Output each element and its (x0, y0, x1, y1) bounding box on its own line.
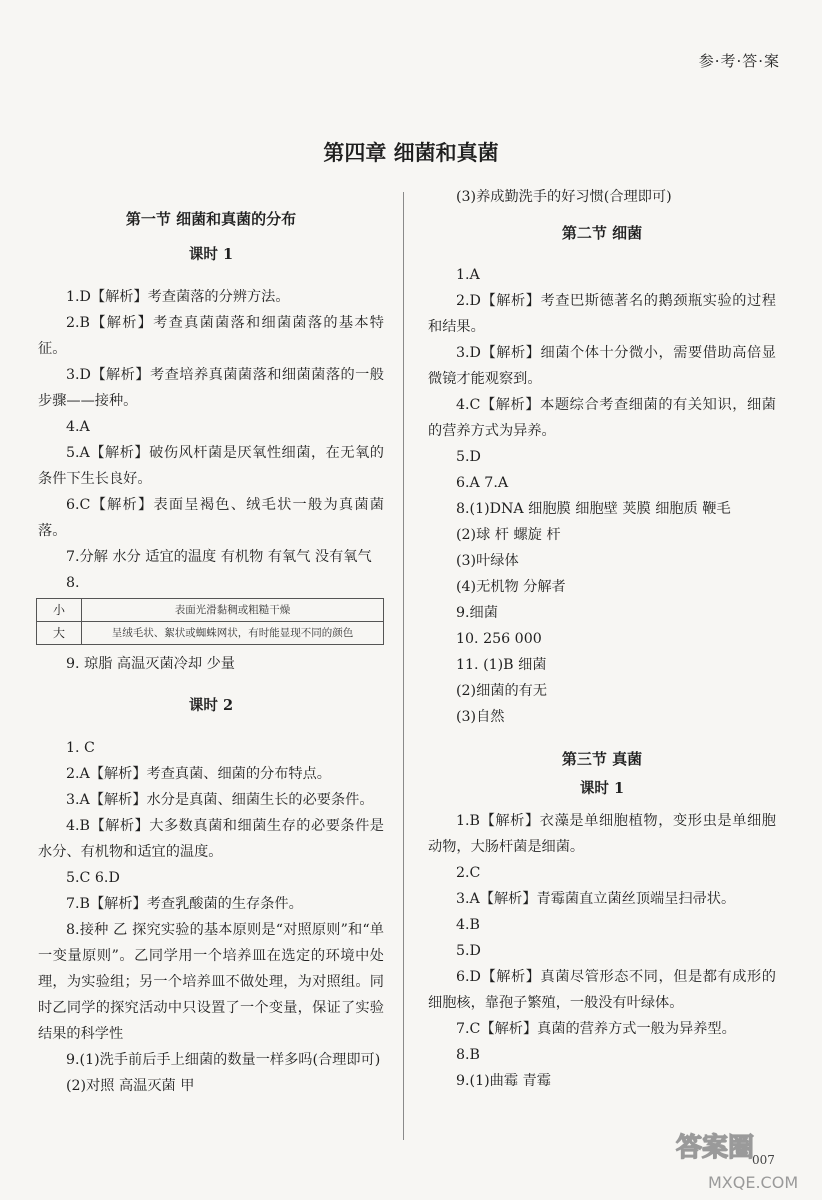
section-title-distribution: 第一节 细菌和真菌的分布 (125, 210, 297, 228)
answer-item: 5.C 6.D (66, 870, 120, 886)
answer-item: 8. (66, 575, 80, 591)
answer-item: 6.A 7.A (456, 475, 509, 491)
answer-item: 9. 琼脂 高温灭菌冷却 少量 (66, 656, 235, 672)
svg-text:答案圈: 答案圈 (676, 1133, 755, 1163)
lesson-title-1: 课时 1 (188, 246, 234, 263)
answer-item: 1.B【解析】衣藻是单细胞植物，变形虫是单细胞动物，大肠杆菌是细菌。 (428, 813, 776, 855)
answer-item: 9.(1)洗手前后手上细菌的数量一样多吗(合理即可) (66, 1052, 381, 1068)
answer-item: 8.B (456, 1047, 480, 1063)
answer-item: (2)对照 高温灭菌 甲 (66, 1078, 195, 1094)
answer-item: 8.接种 乙 探究实验的基本原则是“对照原则”和“单一变量原则”。乙同学用一个培养皿在选定的环境中处理，为实验组；另一个培养皿不做处理，为对照组。同时乙同学的探究活动中只设置了一个变量，保证了实验结果的科学性 (38, 922, 384, 1042)
answer-item: 7.分解 水分 适宜的温度 有机物 有氧气 没有氧气 (66, 549, 372, 565)
right-column (428, 184, 776, 1094)
answer-item: 2.A【解析】考查真菌、细菌的分布特点。 (66, 766, 331, 782)
answer-item: 2.D【解析】考查巴斯德著名的鹅颈瓶实验的过程和结果。 (428, 293, 776, 335)
answer-item: 8.(1)DNA 细胞膜 细胞壁 荚膜 细胞质 鞭毛 (456, 501, 731, 517)
answer-item: (3)叶绿体 (456, 553, 519, 569)
section-title-fungi: 第三节 真菌 (561, 750, 643, 768)
lesson-title-1: 课时 1 (579, 780, 625, 797)
answer-item: 9.(1)曲霉 青霉 (456, 1073, 551, 1089)
answer-item: 4.B【解析】大多数真菌和细菌生存的必要条件是水分、有机物和适宜的温度。 (38, 818, 384, 860)
header-label: 参·考·答·案 (698, 52, 780, 70)
answer-item: (4)无机物 分解者 (456, 579, 566, 595)
section-title-bacteria: 第二节 细菌 (561, 224, 643, 242)
table-key-small: 小 (37, 599, 82, 622)
answer-item: 7.B【解析】考查乳酸菌的生存条件。 (66, 896, 303, 912)
table-value: 表面光滑黏稠或粗糙干燥 (82, 599, 384, 622)
answer-item: 5.A【解析】破伤风杆菌是厌氧性细菌，在无氧的条件下生长良好。 (38, 445, 384, 487)
answer-item: 1. C (66, 740, 95, 756)
answer-item: (2)细菌的有无 (456, 683, 548, 699)
answer-item: 7.C【解析】真菌的营养方式一般为异养型。 (456, 1021, 736, 1037)
answer-item: (3)养成勤洗手的好习惯(合理即可) (456, 189, 672, 205)
watermark-logo (668, 1126, 818, 1196)
page-number: 007 (752, 1153, 775, 1167)
watermark-text: MXQE.COM (708, 1173, 799, 1192)
answer-item: 3.A【解析】青霉菌直立菌丝顶端呈扫帚状。 (456, 891, 736, 907)
answer-item: 3.D【解析】考查培养真菌菌落和细菌菌落的一般步骤——接种。 (38, 367, 384, 409)
answer-item: 9.细菌 (456, 605, 498, 621)
answer-item: 1.D【解析】考查菌落的分辨方法。 (66, 289, 290, 305)
answer-item: 5.D (456, 943, 481, 959)
lesson-title-2: 课时 2 (188, 697, 234, 714)
answer-item: 10. 256 000 (456, 631, 542, 647)
answer-item: 3.D【解析】细菌个体十分微小，需要借助高倍显微镜才能观察到。 (428, 345, 776, 387)
answer-item: 2.C (456, 865, 481, 881)
answer-item: 4.C【解析】本题综合考查细菌的有关知识，细菌的营养方式为异养。 (428, 397, 776, 439)
answer-item: (2)球 杆 螺旋 杆 (456, 527, 561, 543)
answer-item: 5.D (456, 449, 481, 465)
chapter-title: 第四章 细菌和真菌 (323, 140, 499, 165)
answer-item: 6.C【解析】表面呈褐色、绒毛状一般为真菌菌落。 (38, 497, 384, 539)
left-column (38, 206, 384, 1099)
column-divider (403, 192, 404, 1140)
table-key-large: 大 (37, 622, 82, 645)
table-row (37, 622, 384, 645)
answer-item: (3)自然 (456, 709, 505, 725)
answer-item: 4.B (456, 917, 480, 933)
answer-item: 6.D【解析】真菌尽管形态不同，但是都有成形的细胞核，靠孢子繁殖，一般没有叶绿体。 (428, 969, 776, 1011)
table-row (37, 599, 384, 622)
answer-item: 1.A (456, 267, 480, 283)
table-value: 呈绒毛状、絮状或蜘蛛网状，有时能显现不同的颜色 (82, 622, 384, 645)
answer-item: 11. (1)B 细菌 (456, 657, 547, 673)
answer-item: 2.B【解析】考查真菌菌落和细菌菌落的基本特征。 (38, 315, 384, 357)
answer-item: 3.A【解析】水分是真菌、细菌生长的必要条件。 (66, 792, 374, 808)
answer-item: 4.A (66, 419, 90, 435)
colony-comparison-table (36, 598, 384, 645)
